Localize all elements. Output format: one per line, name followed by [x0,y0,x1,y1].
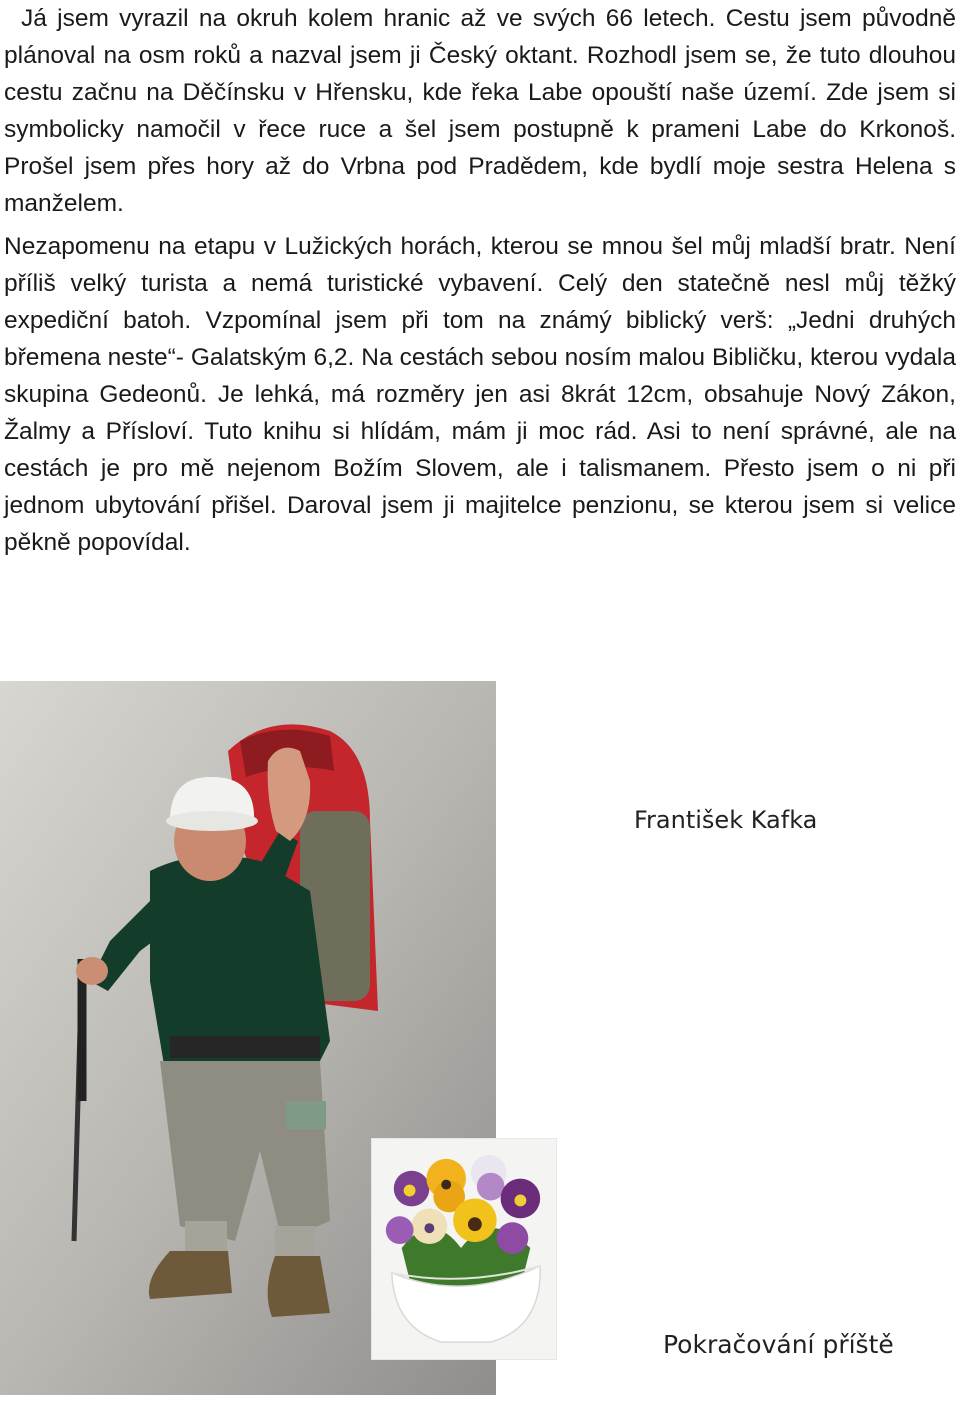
paragraph-1: Já jsem vyrazil na okruh kolem hranic až ve svých 66 letech. Cestu jsem původně plánoval na osm roků a nazval jsem ji Český oktant. Rozhodl jsem se, že tuto dlouhou cestu začnu na Děčínsku v Hřensku, kde řeka Labe opouští naše území. Zde jsem si symbolicky namočil v řece ruce a šel jsem postupně k prameni Labe do Krkonoš. Prošel jsem přes hory až do Vrbna pod Pradědem, kde bydlí moje sestra Helena s manželem. [4,5,956,217]
author-name: František Kafka [634,806,818,834]
paragraph-2: Nezapomenu na etapu v Lužických horách, kterou se mnou šel můj mladší bratr. Není příliš velký turista a nemá turistické vybavení. Celý den statečně nesl můj těžký expediční batoh. Vzpomínal jsem při tom na známý biblický verš: „Jedni druhých břemena neste“- Galatským 6,2. Na cestách sebou nosím malou Bibličku, kterou vydala skupina Gedeonů. Je lehká, má rozměry jen asi 8krát 12cm, obsahuje Nový Zákon, Žalmy a Přísloví. Tuto knihu si hlídám, mám ji moc rád. Asi to není správné, ale na cestách je pro mě nejenom Božím Slovem, ale i talismanem. Přesto jsem o ni při jednom ubytování přišel. Daroval jsem ji majitelce penzionu, se kterou jsem si velice pěkně popovídal. [4,233,956,556]
pansy-bowl-photo [371,1138,557,1360]
article-text [4,0,956,567]
continued-note: Pokračování příště [663,1330,894,1359]
